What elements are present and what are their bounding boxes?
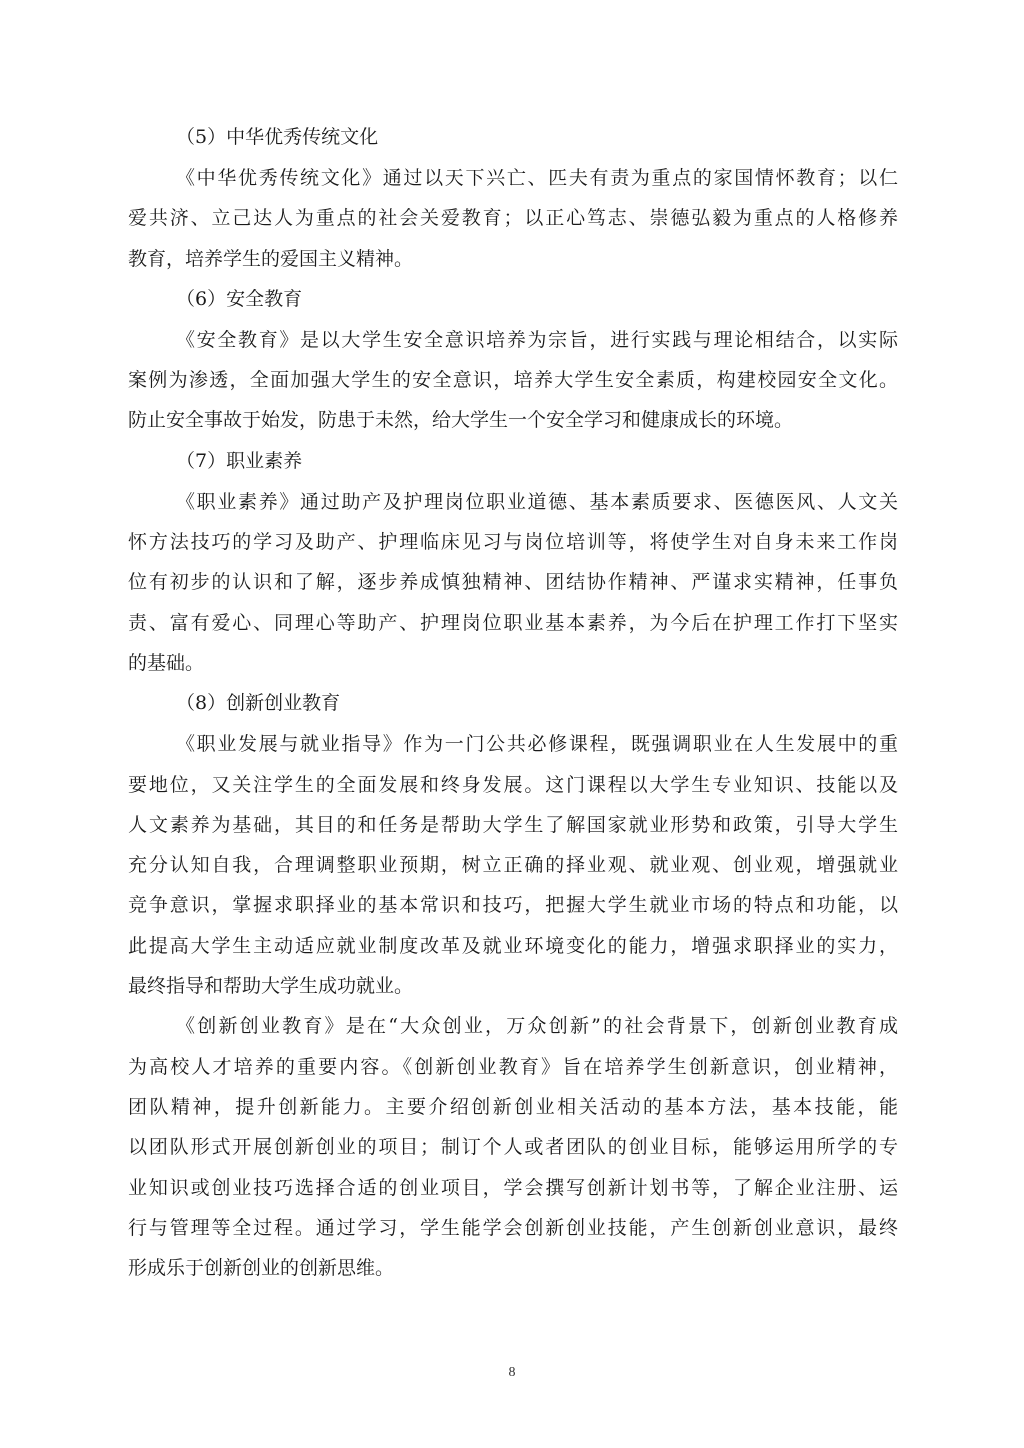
section-paragraph — [128, 724, 898, 1006]
paragraph-line: 防止安全事故于始发，防患于未然，给大学生一个安全学习和健康成长的环境。 — [128, 409, 794, 432]
section-heading: （7）职业素养 — [176, 449, 303, 472]
paragraph-line: 为高校人才培养的重要内容。《创新创业教育》旨在培养学生创新意识，创业精神， — [128, 1055, 898, 1078]
paragraph-line: 《安全教育》是以大学生安全意识培养为宗旨，进行实践与理论相结合，以实际 — [176, 328, 898, 351]
paragraph-line: 的基础。 — [128, 651, 205, 674]
paragraph-line: 爱共济、立己达人为重点的社会关爱教育；以正心笃志、崇德弘毅为重点的人格修养 — [128, 207, 898, 230]
section-paragraph — [128, 158, 898, 279]
section-paragraph — [128, 482, 898, 683]
paragraph-line: 业知识或创业技巧选择合适的创业项目，学会撰写创新计划书等，了解企业注册、运 — [128, 1176, 898, 1199]
paragraph-line: 人文素养为基础，其目的和任务是帮助大学生了解国家就业形势和政策，引导大学生 — [128, 813, 898, 836]
paragraph-line: 案例为渗透，全面加强大学生的安全意识，培养大学生安全素质，构建校园安全文化。 — [128, 369, 898, 392]
paragraph-line: 以团队形式开展创新创业的项目；制订个人或者团队的创业目标，能够运用所学的专 — [128, 1136, 898, 1159]
document-body — [128, 117, 898, 1288]
paragraph-line: 要地位，又关注学生的全面发展和终身发展。这门课程以大学生专业知识、技能以及 — [128, 773, 898, 796]
section-heading: （5）中华优秀传统文化 — [176, 126, 379, 148]
paragraph-line: 《中华优秀传统文化》通过以天下兴亡、匹夫有责为重点的家国情怀教育；以仁 — [176, 167, 898, 189]
section-paragraph — [128, 320, 898, 441]
paragraph-line: 《创新创业教育》是在“大众创业，万众创新”的社会背景下，创新创业教育成 — [176, 1015, 898, 1038]
paragraph-line: 《职业发展与就业指导》作为一门公共必修课程，既强调职业在人生发展中的重 — [176, 733, 898, 756]
paragraph-line: 《职业素养》通过助产及护理岗位职业道德、基本素质要求、医德医风、人文关 — [176, 490, 898, 513]
paragraph-line: 竞争意识，掌握求职择业的基本常识和技巧，把握大学生就业市场的特点和功能，以 — [128, 894, 898, 917]
paragraph-line: 此提高大学生主动适应就业制度改革及就业环境变化的能力，增强求职择业的实力， — [128, 934, 898, 957]
paragraph-line: 最终指导和帮助大学生成功就业。 — [128, 975, 414, 998]
paragraph-line: 教育，培养学生的爱国主义精神。 — [128, 247, 414, 270]
page-number: 8 — [508, 1365, 516, 1380]
paragraph-line: 责、富有爱心、同理心等助产、护理岗位职业基本素养，为今后在护理工作打下坚实 — [128, 611, 898, 634]
section-heading: （6）安全教育 — [176, 287, 303, 310]
section-heading: （8）创新创业教育 — [176, 692, 341, 715]
paragraph-line: 团队精神，提升创新能力。主要介绍创新创业相关活动的基本方法，基本技能，能 — [128, 1095, 898, 1118]
section-paragraph — [128, 1006, 898, 1288]
paragraph-line: 行与管理等全过程。通过学习，学生能学会创新创业技能，产生创新创业意识，最终 — [128, 1216, 898, 1239]
paragraph-line: 位有初步的认识和了解，逐步养成慎独精神、团结协作精神、严谨求实精神，任事负 — [128, 571, 898, 594]
paragraph-line: 充分认知自我，合理调整职业预期，树立正确的择业观、就业观、创业观，增强就业 — [128, 854, 898, 877]
paragraph-line: 形成乐于创新创业的创新思维。 — [128, 1257, 395, 1280]
paragraph-line: 怀方法技巧的学习及助产、护理临床见习与岗位培训等，将使学生对自身未来工作岗 — [128, 531, 898, 554]
